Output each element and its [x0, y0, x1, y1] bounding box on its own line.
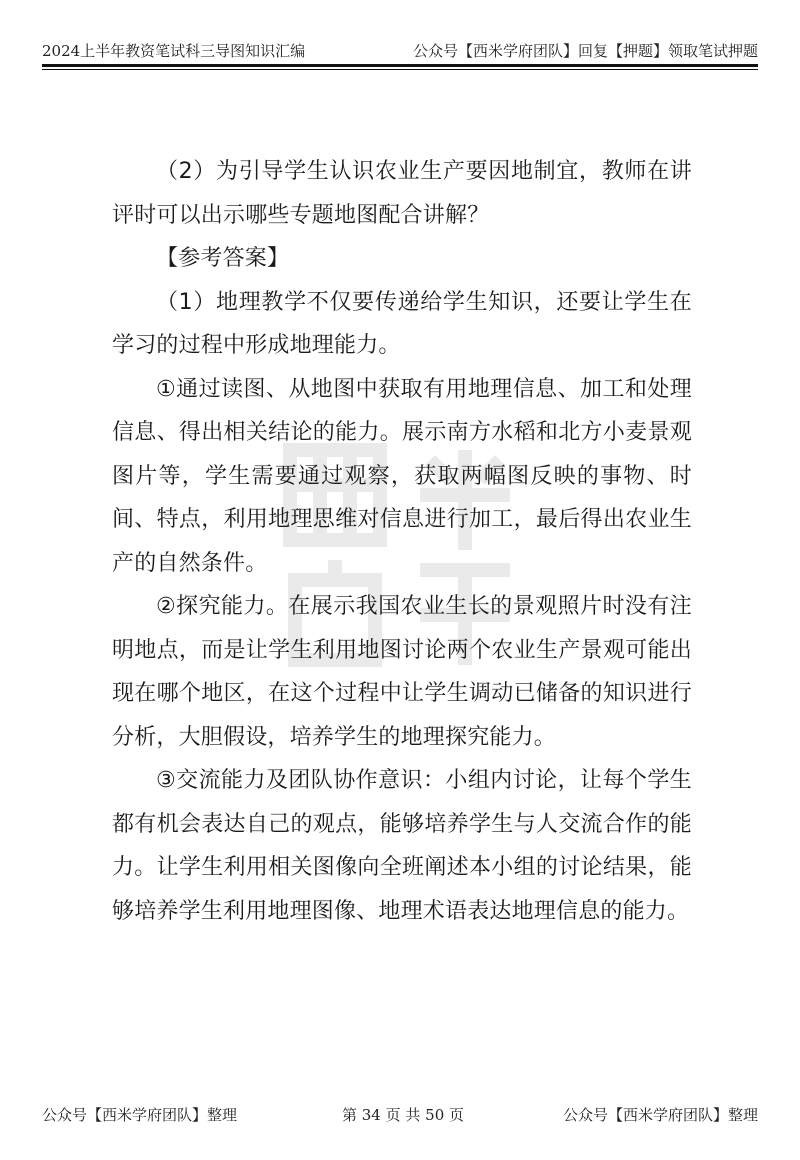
header-rule-thick: [42, 64, 758, 67]
page-number: 第 34 页 共 50 页: [342, 1106, 465, 1124]
footer-left: 公众号【西米学府团队】整理: [42, 1106, 238, 1124]
page-footer: [42, 1104, 758, 1128]
answer-point-2: ②探究能力。在展示我国农业生长的景观照片时没有注明地点，而是让学生利用地图讨论两个农业生产景观可能出现在哪个地区，在这个过程中让学生调动已储备的知识进行分析，大胆假设，培养学生的地理探究能力。: [112, 594, 692, 750]
header-promo: 公众号【西米学府团队】回复【押题】领取笔试押题: [412, 42, 758, 60]
answer-point-3: ③交流能力及团队协作意识：小组内讨论，让每个学生都有机会表达自己的观点，能够培养学生与人交流合作的能力。让学生利用相关图像向全班阐述本小组的讨论结果，能够培养学生利用地理图像、地理术语表达地理信息的能力。: [112, 768, 692, 924]
answer-heading: 【参考答案】: [156, 246, 290, 271]
header-title: 2024上半年教资笔试科三导图知识汇编: [42, 42, 306, 60]
footer-right: 公众号【西米学府团队】整理: [562, 1106, 758, 1124]
header-rule-thin: [42, 69, 758, 70]
answer-paragraph-1: （1）地理教学不仅要传递给学生知识，还要让学生在学习的过程中形成地理能力。: [112, 289, 692, 358]
document-body: [112, 150, 692, 933]
answer-point-1: ①通过读图、从地图中获取有用地理信息、加工和处理信息、得出相关结论的能力。展示南方水稻和北方小麦景观图片等，学生需要通过观察，获取两幅图反映的事物、时间、特点，利用地理思维对信息进行加工，最后得出农业生产的自然条件。: [112, 376, 692, 576]
question-paragraph: （2）为引导学生认识农业生产要因地制宜，教师在讲评时可以出示哪些专题地图配合讲解？: [112, 159, 692, 228]
page-header: [42, 36, 758, 62]
